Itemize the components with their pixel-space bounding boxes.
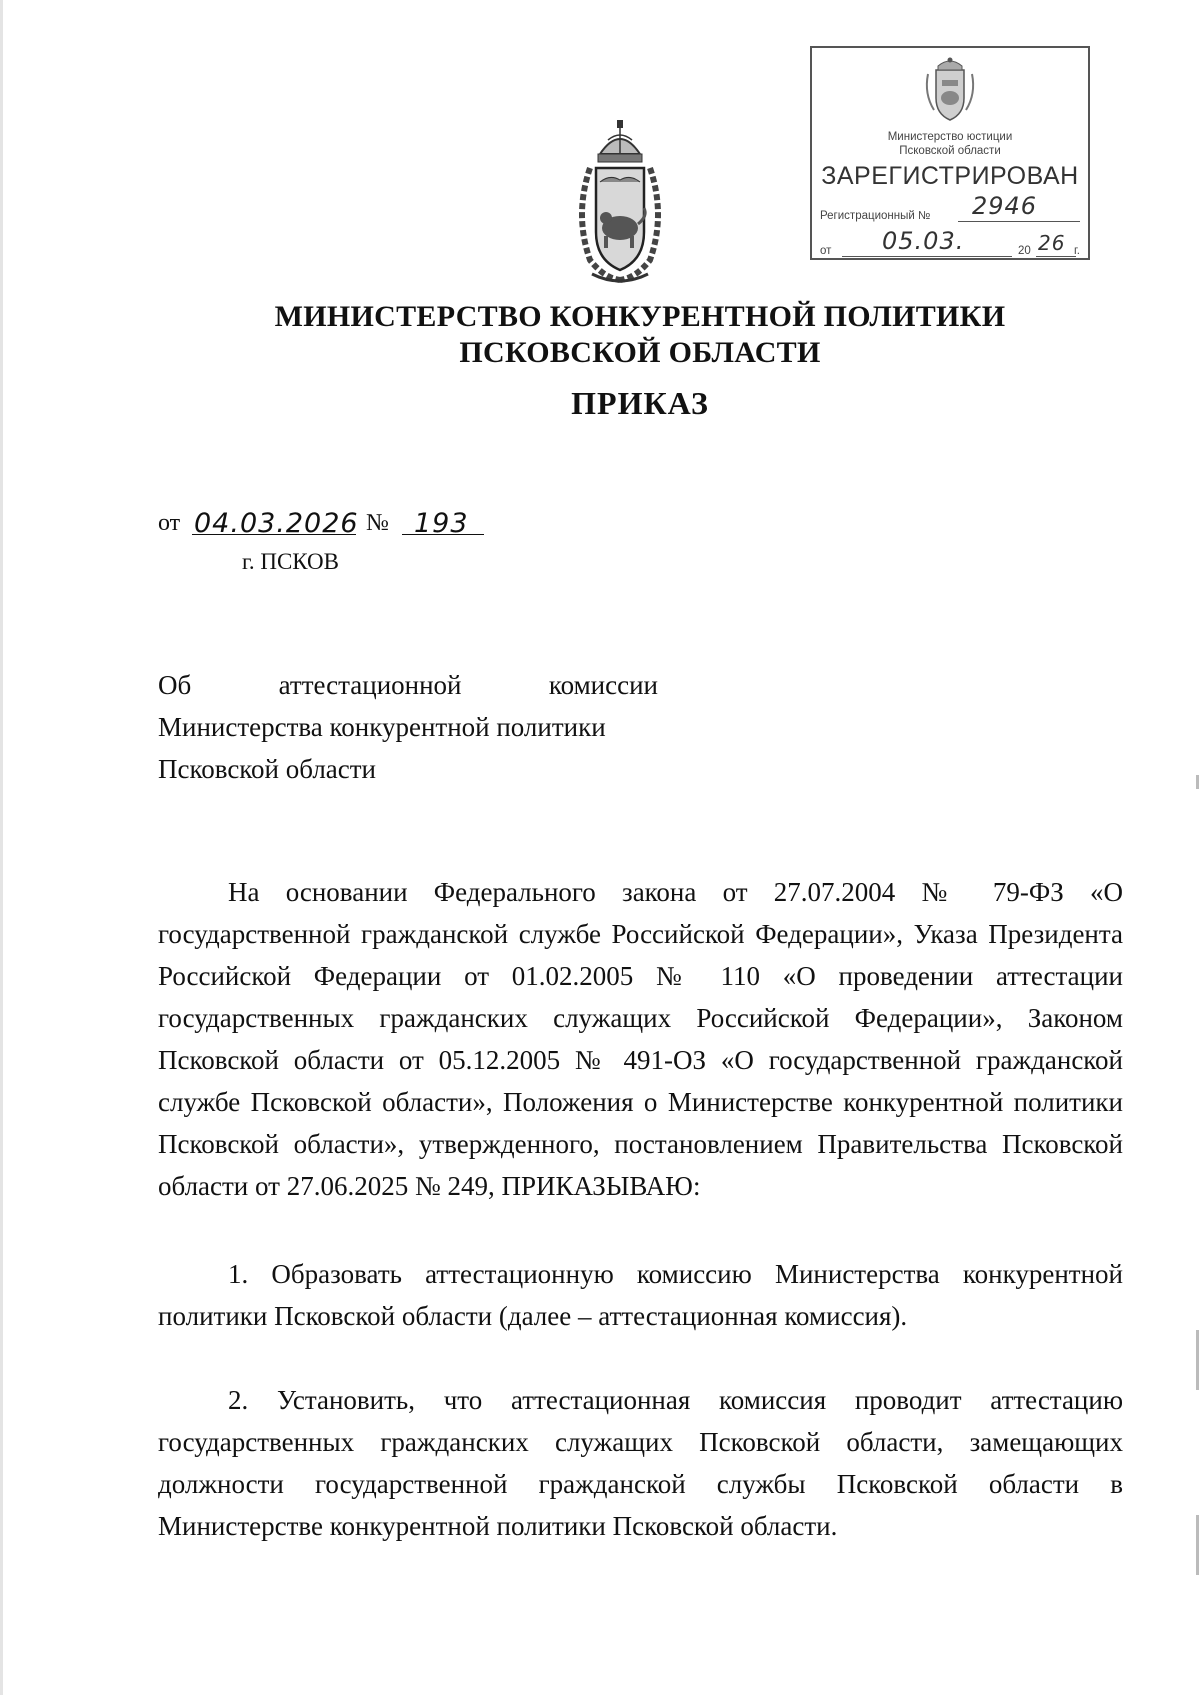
- stamp-date: 05.03.: [882, 227, 965, 255]
- subject-line3: Псковской области: [158, 754, 377, 784]
- stamp-reg-line: [958, 192, 1080, 222]
- stamp-year: 26: [1038, 231, 1066, 255]
- subject-word: Об: [158, 670, 192, 700]
- coat-of-arms-icon: [922, 54, 978, 122]
- stamp-date-from: от: [820, 245, 832, 257]
- stamp-date-row: [820, 227, 1080, 260]
- scan-speck: [1196, 1515, 1199, 1575]
- stamp-org-line2: Псковской области: [899, 145, 1001, 157]
- ministry-title-line2: ПСКОВСКОЙ ОБЛАСТИ: [459, 336, 821, 369]
- scan-speck: [1196, 1330, 1199, 1390]
- scan-edge-mark: [0, 0, 3, 1695]
- stamp-date-line: [842, 227, 1012, 257]
- order-date: 04.03.2026: [194, 508, 359, 539]
- order-number-label: №: [366, 510, 389, 536]
- subject-line2: Министерства конкурентной политики: [158, 712, 606, 742]
- scan-speck: [1196, 775, 1199, 789]
- stamp-reg-number: 2946: [972, 192, 1038, 220]
- body-paragraph-item2: 2. Установить, что аттестационная комиссия проводит аттестацию государственных гражданских служащих Псковской области, замещающих должности государственной гражданской службы Псковской области в Министерстве конкурентной политики Псковской области.: [158, 1385, 1123, 1541]
- coat-of-arms-icon: [570, 120, 670, 290]
- document-type: ПРИКАЗ: [571, 385, 709, 421]
- body-paragraph-item1: 1. Образовать аттестационную комиссию Министерства конкурентной политики Псковской области (далее – аттестационная комиссия).: [158, 1259, 1123, 1331]
- stamp-century: 20: [1018, 245, 1031, 257]
- stamp-org-line1: Министерство юстиции: [887, 131, 1013, 143]
- registration-stamp: [810, 46, 1090, 260]
- body-paragraph-preamble: На основании Федерального закона от 27.07.2004 № 79-ФЗ «О государственной гражданской службе Российской Федерации», Указа Президента Российской Федерации от 01.02.2005 № 110 «О проведении аттестации государственных гражданских служащих Российской Федерации», Законом Псковской области от 05.12.2005 № 491-ОЗ «О государственной гражданской службе Псковской области», Положения о Министерстве конкурентной политики Псковской области», утвержденного, постановлением Правительства Псковской области от 27.06.2025 № 249, ПРИКАЗЫВАЮ:: [158, 877, 1123, 1201]
- order-subject: [158, 664, 658, 790]
- subject-word: аттестационной: [278, 670, 462, 700]
- stamp-reg-row: [820, 192, 1080, 226]
- stamp-status: ЗАРЕГИСТРИРОВАН: [821, 162, 1079, 190]
- order-from-label: от: [158, 510, 181, 536]
- ministry-title-line1: МИНИСТЕРСТВО КОНКУРЕНТНОЙ ПОЛИТИКИ: [274, 300, 1006, 333]
- order-number: 193: [414, 508, 469, 539]
- subject-word: комиссии: [548, 670, 658, 700]
- subject-line1: [158, 664, 658, 706]
- stamp-year-suffix: г.: [1074, 245, 1080, 257]
- stamp-reg-label: Регистрационный №: [820, 210, 931, 222]
- city-label: г. ПСКОВ: [242, 549, 340, 574]
- stamp-year-line: [1036, 232, 1076, 257]
